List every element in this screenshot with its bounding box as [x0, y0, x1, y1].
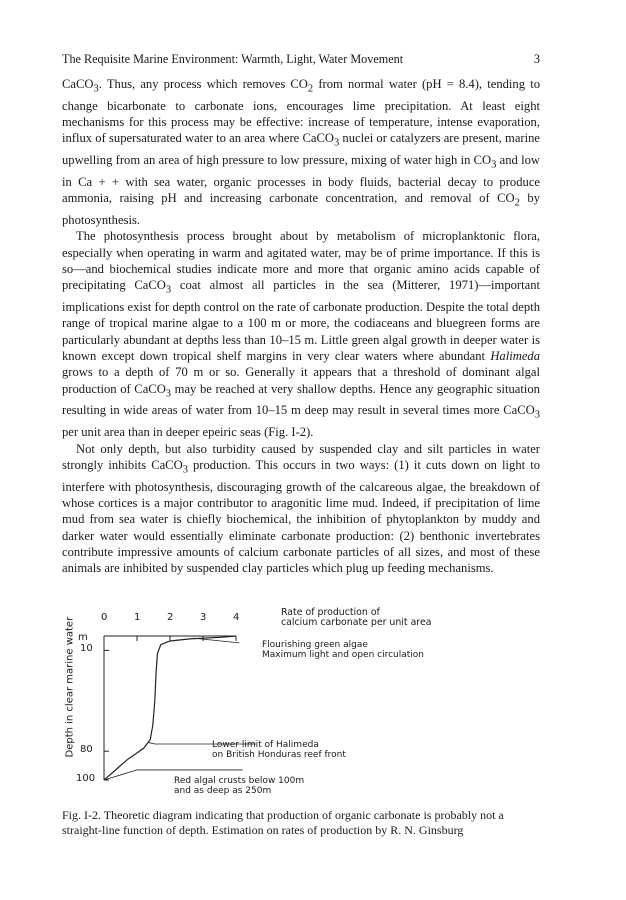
annotation-red-algal: Red algal crusts below 100m and as deep as 250m: [174, 776, 305, 796]
y-axis-title: Depth in clear marine water: [64, 616, 76, 758]
y-unit-label: m: [78, 632, 88, 643]
page-number: 3: [533, 52, 540, 66]
figure-i-2: [62, 600, 542, 800]
x-axis-title: Rate of production of calcium carbonate per unit area: [281, 607, 432, 628]
x-tick-label: 2: [167, 612, 174, 623]
x-tick-label: 4: [233, 612, 240, 623]
y-tick-label: 10: [80, 643, 93, 655]
y-axis-ticks: [104, 650, 109, 780]
y-tick-label: 100: [76, 773, 96, 784]
annotation-halimeda: Lower limit of Halimeda on British Honduras reef front: [212, 740, 346, 760]
paragraph-3: Not only depth, but also turbidity caused by suspended clay and silt particles in water strongly inhibits CaCO$_3$ production. This occurs in two ways: (1) it cuts down on light to interfere with photosynthesis, discouraging growth of the calcareous algae, the breakdown of whose cortices is a major contributor to aragonitic lime mud. Indeed, if precipitation of lime mud from sea water is chiefly biochemical, the inhibition of phytoplankton by muddy and darker water would essentially eliminate carbonate production: (2) benthonic invertebrates contribute impressive amounts of calcium carbonate particles of all sizes, and most of these animals are inhibited by suspended clay particles which plug up feeding mechanisms.: [62, 441, 540, 576]
paragraph-2: The photosynthesis process brought about by metabolism of microplanktonic flora, especially when operating in warm and agitated water, may be of prime importance. If this is so—and biochemical studies indicate more and more that organic amino acids capable of precipitating CaCO$_3$ coat almost all particles in the sea (Mitterer, 1971)—important implications exist for depth control on the rate of carbonate production. Despite the total depth range of tropical marine algae to a 100 m or more, the codiaceans and bluegreen forms are particularly abundant at depths less than 10–15 m. Little green algal growth in deeper water is known except down tropical shelf margins in very clear waters where abundant Halimeda grows to a depth of 70 m or so. Generally it appears that a threshold of dominant algal production of CaCO$_3$ may be reached at very shallow depths. Hence any geographic situation resulting in wide areas of water from 10–15 m deep may result in several times more CaCO$_3$ per unit area than in deeper epeiric seas (Fig. I-2).: [62, 229, 540, 440]
depth-production-chart: [62, 600, 542, 800]
annotation-leader-line: [193, 638, 239, 643]
y-tick-label: 80: [80, 744, 93, 756]
x-tick-label: 3: [200, 612, 207, 623]
x-tick-label: 0: [101, 612, 108, 623]
figure-caption: Fig. I-2. Theoretic diagram indicating that production of organic carbonate is probably not a straight-line function of depth. Estimation on rates of production by R. N. Ginsburg: [62, 808, 504, 837]
running-head-title: The Requisite Marine Environment: Warmth, Light, Water Movement: [62, 52, 404, 66]
paragraph-1: CaCO$_3$. Thus, any process which removes $CO_2$ from normal water (pH = 8.4), tending to change bicarbonate to carbonate ions, encourages lime precipitation. At least eight mechanisms for this process may be effective: increase of temperature, intense evaporation, influx of supersaturated water to an area where CaCO$_3$ nuclei or catalyzers are present, marine upwelling from an area of high pressure to low pressure, mixing of water high in $CO_3$ and low in Ca + + with sea water, organic processes in body fluids, bacterial decay to produce ammonia, raising pH and increasing carbonate concentration, and removal of $CO_2$ by photosynthesis.: [62, 77, 540, 228]
x-tick-label: 1: [134, 612, 141, 623]
running-head: [62, 52, 540, 67]
annotation-flourishing: Flourishing green algae Maximum light and open circulation: [262, 640, 424, 660]
body-text: [62, 76, 540, 576]
